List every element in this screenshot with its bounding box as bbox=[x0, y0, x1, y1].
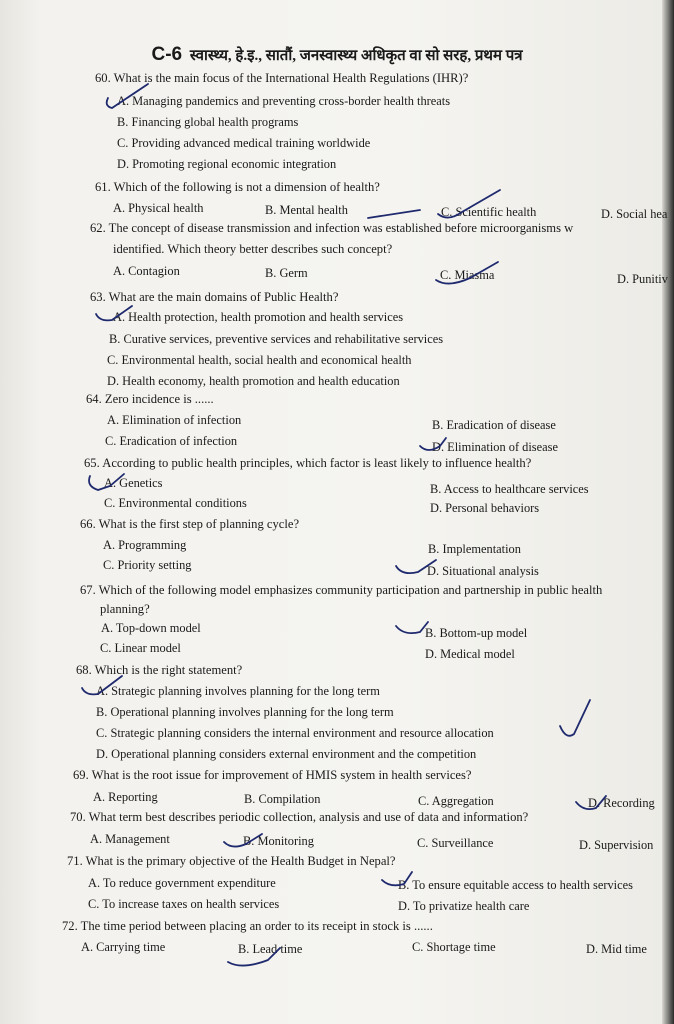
question-72 bbox=[62, 919, 433, 934]
question-text: The concept of disease transmission and infection was established before microorganisms w bbox=[108, 221, 574, 235]
option-70-d[interactable]: D. Supervision bbox=[579, 838, 654, 852]
option-66-a[interactable]: A. Programming bbox=[103, 538, 187, 552]
option-62-b[interactable]: B. Germ bbox=[265, 266, 308, 280]
option-69-c[interactable]: C. Aggregation bbox=[418, 794, 494, 808]
option-67-b[interactable]: B. Bottom-up model bbox=[425, 626, 528, 640]
question-number: 71. bbox=[67, 854, 83, 868]
option-67-a[interactable]: A. Top-down model bbox=[101, 621, 201, 635]
option-60-a[interactable]: A. Managing pandemics and preventing cross-border health threats bbox=[117, 94, 451, 108]
question-text: What is the root issue for improvement of HMIS system in health services? bbox=[91, 768, 472, 782]
question-text: Which of the following is not a dimension of health? bbox=[113, 180, 380, 194]
option-68-c[interactable]: C. Strategic planning considers the internal environment and resource allocation bbox=[96, 726, 494, 740]
option-69-d[interactable]: D. Recording bbox=[588, 796, 655, 810]
question-number: 63. bbox=[90, 290, 106, 304]
question-69 bbox=[73, 768, 472, 783]
question-text: What is the first step of planning cycle? bbox=[98, 517, 300, 531]
option-71-b[interactable]: B. To ensure equitable access to health services bbox=[398, 878, 633, 892]
option-61-b[interactable]: B. Mental health bbox=[265, 203, 348, 217]
question-number: 64. bbox=[86, 392, 102, 406]
question-text: The time period between placing an order to its receipt in stock is ...... bbox=[80, 919, 433, 933]
option-72-c[interactable]: C. Shortage time bbox=[412, 940, 496, 954]
question-63 bbox=[90, 290, 338, 305]
option-63-c[interactable]: C. Environmental health, social health and economical health bbox=[107, 353, 412, 367]
option-69-b[interactable]: B. Compilation bbox=[244, 792, 321, 806]
question-text: What term best describes periodic collection, analysis and use of data and information? bbox=[88, 810, 529, 824]
question-67 bbox=[80, 583, 602, 598]
question-number: 70. bbox=[70, 810, 86, 824]
question-68 bbox=[76, 663, 242, 678]
option-72-a[interactable]: A. Carrying time bbox=[81, 940, 166, 954]
option-62-c[interactable]: C. Miasma bbox=[440, 268, 495, 282]
option-61-a[interactable]: A. Physical health bbox=[113, 201, 204, 215]
page-header bbox=[0, 44, 674, 66]
question-61 bbox=[95, 180, 380, 195]
option-65-d[interactable]: D. Personal behaviors bbox=[430, 501, 540, 515]
option-62-a[interactable]: A. Contagion bbox=[113, 264, 180, 278]
question-text: What is the main focus of the International Health Regulations (IHR)? bbox=[113, 71, 469, 85]
option-67-c[interactable]: C. Linear model bbox=[100, 641, 181, 655]
option-64-d[interactable]: D. Elimination of disease bbox=[432, 440, 558, 454]
option-60-c[interactable]: C. Providing advanced medical training worldwide bbox=[117, 136, 371, 150]
option-65-a[interactable]: A. Genetics bbox=[104, 476, 163, 490]
question-65 bbox=[84, 456, 531, 471]
option-63-a[interactable]: A. Health protection, health promotion and health services bbox=[113, 310, 404, 324]
question-text: According to public health principles, which factor is least likely to influence health? bbox=[102, 456, 532, 470]
check-mark-68 bbox=[560, 700, 590, 736]
question-number: 60. bbox=[95, 71, 111, 85]
question-number: 62. bbox=[90, 221, 106, 235]
option-62-d[interactable]: D. Punitiv bbox=[617, 272, 668, 286]
page-binding-edge bbox=[662, 0, 674, 1024]
question-text: Which is the right statement? bbox=[94, 663, 243, 677]
option-72-b[interactable]: B. Lead time bbox=[238, 942, 303, 956]
question-text: Zero incidence is ...... bbox=[104, 392, 214, 406]
option-67-d[interactable]: D. Medical model bbox=[425, 647, 515, 661]
stray-mark-61 bbox=[368, 210, 420, 218]
question-text: Which of the following model emphasizes community participation and partnership in public health bbox=[98, 583, 603, 597]
question-number: 65. bbox=[84, 456, 100, 470]
option-64-a[interactable]: A. Elimination of infection bbox=[107, 413, 242, 427]
option-70-a[interactable]: A. Management bbox=[90, 832, 170, 846]
option-60-d[interactable]: D. Promoting regional economic integration bbox=[117, 157, 337, 171]
question-62-continuation: identified. Which theory better describes such concept? bbox=[113, 242, 393, 256]
question-number: 72. bbox=[62, 919, 78, 933]
option-70-b[interactable]: B. Monitoring bbox=[243, 834, 314, 848]
question-number: 61. bbox=[95, 180, 111, 194]
question-64 bbox=[86, 392, 214, 407]
paper-title: स्वास्थ्य, हे.इ., सातौं, जनस्वास्थ्य अधिकृत वा सो सरह, प्रथम पत्र bbox=[189, 48, 523, 64]
question-text: What is the primary objective of the Health Budget in Nepal? bbox=[85, 854, 396, 868]
option-64-b[interactable]: B. Eradication of disease bbox=[432, 418, 556, 432]
question-70 bbox=[70, 810, 528, 825]
question-number: 68. bbox=[76, 663, 92, 677]
question-number: 69. bbox=[73, 768, 89, 782]
option-65-b[interactable]: B. Access to healthcare services bbox=[430, 482, 589, 496]
question-text: What are the main domains of Public Health? bbox=[108, 290, 339, 304]
option-68-d[interactable]: D. Operational planning considers external environment and the competition bbox=[96, 747, 477, 761]
option-68-a[interactable]: A. Strategic planning involves planning for the long term bbox=[96, 684, 380, 698]
option-71-c[interactable]: C. To increase taxes on health services bbox=[88, 897, 280, 911]
paper-code: C-6 bbox=[151, 44, 183, 65]
option-63-b[interactable]: B. Curative services, preventive services and rehabilitative services bbox=[109, 332, 444, 346]
question-67-continuation: planning? bbox=[100, 602, 150, 616]
question-number: 67. bbox=[80, 583, 96, 597]
question-number: 66. bbox=[80, 517, 96, 531]
option-66-c[interactable]: C. Priority setting bbox=[103, 558, 192, 572]
option-70-c[interactable]: C. Surveillance bbox=[417, 836, 494, 850]
option-64-c[interactable]: C. Eradication of infection bbox=[105, 434, 238, 448]
option-71-d[interactable]: D. To privatize health care bbox=[398, 899, 530, 913]
question-60 bbox=[95, 71, 468, 86]
question-66 bbox=[80, 517, 299, 532]
option-61-d[interactable]: D. Social hea bbox=[601, 207, 668, 221]
option-71-a[interactable]: A. To reduce government expenditure bbox=[88, 876, 276, 890]
option-61-c[interactable]: C. Scientific health bbox=[441, 205, 537, 219]
option-66-d[interactable]: D. Situational analysis bbox=[427, 564, 539, 578]
option-68-b[interactable]: B. Operational planning involves planning for the long term bbox=[96, 705, 394, 719]
question-71 bbox=[67, 854, 396, 869]
option-66-b[interactable]: B. Implementation bbox=[428, 542, 521, 556]
option-72-d[interactable]: D. Mid time bbox=[586, 942, 647, 956]
option-63-d[interactable]: D. Health economy, health promotion and health education bbox=[107, 374, 400, 388]
answer-tick-67 bbox=[396, 622, 428, 633]
option-60-b[interactable]: B. Financing global health programs bbox=[117, 115, 299, 129]
question-62 bbox=[90, 221, 573, 236]
option-65-c[interactable]: C. Environmental conditions bbox=[104, 496, 247, 510]
option-69-a[interactable]: A. Reporting bbox=[93, 790, 158, 804]
